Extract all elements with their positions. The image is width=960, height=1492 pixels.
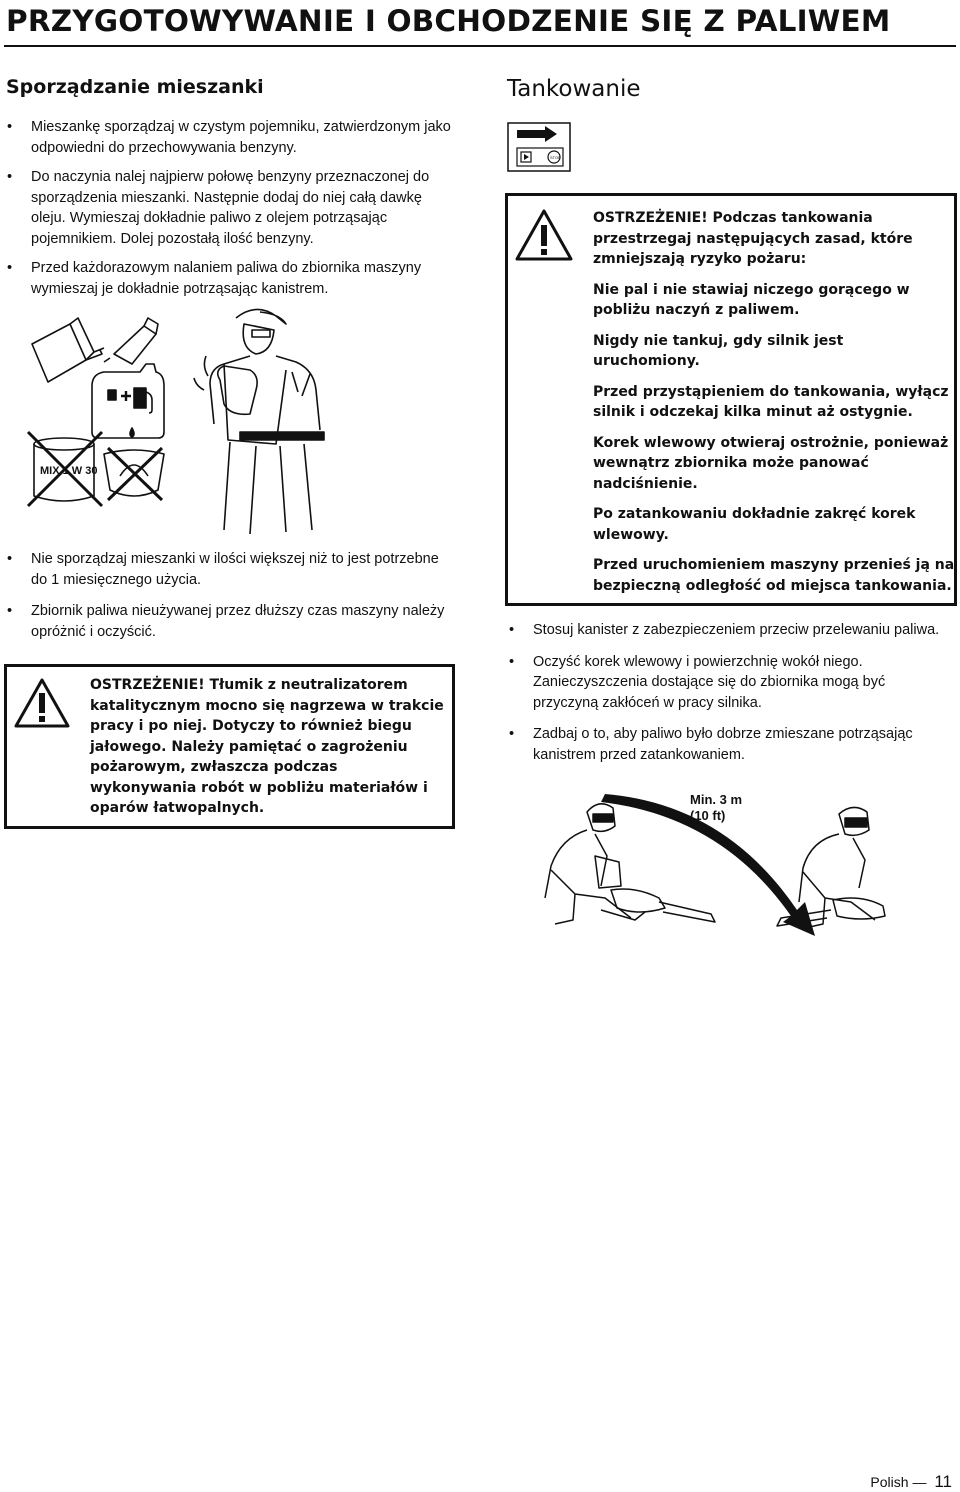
page-footer (870, 1472, 952, 1492)
fuel-mixing-illustration (24, 300, 344, 535)
footer-separator: — (912, 1474, 927, 1490)
mixing-instructions-list (6, 117, 454, 299)
warning-intro: OSTRZEŻENIE! Podczas tankowania przestrzegaj następujących zasad, które zmniejszają ryzyko pożaru: (593, 210, 913, 267)
warning-rule: Nie pal i nie stawiaj niczego gorącego w pobliżu naczyń z paliwem. (593, 281, 910, 318)
oil-bottle-icon (104, 318, 158, 364)
warning-rule: Po zatankowaniu dokładnie zakręć korek wlewowy. (593, 506, 916, 543)
warning-rule: Korek wlewowy otwieraj ostrożnie, ponieważ wewnątrz zbiornika może panować nadciśnienie. (593, 434, 949, 492)
catalytic-muffler-warning-box (4, 664, 455, 829)
stop-label: STOP (550, 155, 561, 160)
warning-text: OSTRZEŻENIE! Tłumik z neutralizatorem katalitycznym mocno się nagrzewa w trakcie pracy i po niej. Dotyczy to również biegu jałowego. Należy pamiętać o zagrożeniu pożarowym, zwłaszcza podczas wykonywania robót w pobliżu materiałów i oparów łatwopalnych. (90, 677, 444, 816)
footer-language: Polish (870, 1474, 909, 1490)
warning-triangle-icon (514, 208, 574, 262)
warning-rule: Nigdy nie tankuj, gdy silnik jest uruchomiony. (593, 332, 844, 369)
distance-label (690, 792, 742, 824)
list-item: • Do naczynia nalej najpierw połowę benzyny przeznaczonej do sporządzenia mieszanki. Następnie dodaj do niej całą dawkę oleju. Wymieszaj dokładnie paliwo z olejem potrząsając pojemnikiem. Dolej pozostałą ilość benzyny. (6, 167, 454, 249)
page-number: 11 (934, 1472, 952, 1491)
list-item: • Nie sporządzaj mieszanki w ilości większej niż to jest potrzebne do 1 miesięcznego użycia. (6, 549, 454, 590)
fuel-can-pouring-icon (32, 318, 104, 382)
no-old-mix-icon (28, 432, 102, 506)
refuelling-instructions-list (508, 620, 953, 765)
worker-shaking-can-icon (194, 309, 324, 534)
list-item: • Przed każdorazowym nalaniem paliwa do zbiornika maszyny wymieszaj je dokładnie potrząsając kanistrem. (6, 258, 454, 299)
warning-rule: Przed przystąpieniem do tankowania, wyłącz silnik i odczekaj kilka minut aż ostygnie. (593, 383, 949, 420)
fuel-can-mix-icon (92, 364, 164, 438)
section-heading-refuelling: Tankowanie (507, 76, 641, 102)
arrow-right-icon (517, 126, 557, 142)
distance-label-line1: Min. 3 m (690, 792, 743, 807)
engine-off-symbol-icon (507, 122, 571, 172)
warning-triangle-icon (13, 677, 71, 729)
refuelling-warning-box (505, 193, 957, 606)
list-item: • Zadbaj o to, aby paliwo było dobrze zmieszane potrząsając kanistrem przed zatankowaniem. (508, 724, 953, 765)
mixing-notes-list (6, 549, 454, 642)
warning-rule: Przed uruchomieniem maszyny przenieś ją na bezpieczną odległość od miejsca tankowania. (593, 557, 955, 594)
list-item: • Mieszankę sporządzaj w czystym pojemniku, zatwierdzonym jako odpowiedni do przechowywania benzyny. (6, 117, 454, 158)
title-rule (4, 45, 956, 47)
mix-label: MIX 1 W 30 (40, 465, 98, 477)
section-heading-mixing: Sporządzanie mieszanki (6, 76, 264, 98)
list-item: • Oczyść korek wlewowy i powierzchnię wokół niego. Zanieczyszczenia dostające się do zbiornika mogą być przyczyną zakłóceń w pracy silnika. (508, 652, 953, 714)
warning-text (593, 208, 955, 596)
page-title: PRZYGOTOWYWANIE I OBCHODZENIE SIĘ Z PALIWEM (6, 4, 891, 38)
list-item: • Stosuj kanister z zabezpieczeniem przeciw przelewaniu paliwa. (508, 620, 953, 641)
list-item: • Zbiornik paliwa nieużywanej przez dłuższy czas maszyny należy opróżnić i oczyścić. (6, 601, 454, 642)
distance-label-line2: (10 ft) (690, 808, 726, 823)
